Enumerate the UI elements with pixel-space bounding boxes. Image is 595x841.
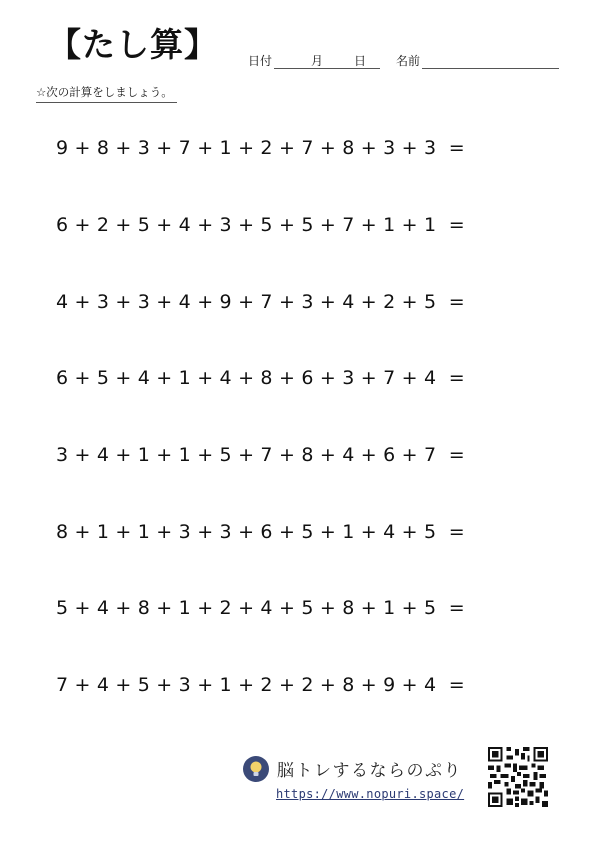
day-label: 日 <box>354 54 367 68</box>
month-label: 月 <box>311 54 324 68</box>
lightbulb-icon <box>243 756 269 782</box>
problem-row: 6 + 5 + 4 + 1 + 4 + 8 + 6 + 3 + 7 + 4 = <box>56 367 465 389</box>
qr-code-icon <box>488 747 548 807</box>
brand-name: 脳トレするならのぷり <box>277 761 462 781</box>
name-label: 名前 <box>396 54 421 68</box>
worksheet-title: 【たし算】 <box>48 25 218 64</box>
problem-row: 3 + 4 + 1 + 1 + 5 + 7 + 8 + 4 + 6 + 7 = <box>56 444 465 466</box>
date-name-fields <box>248 52 563 70</box>
problem-row: 9 + 8 + 3 + 7 + 1 + 2 + 7 + 8 + 3 + 3 = <box>56 137 465 159</box>
brand-footer <box>243 754 488 806</box>
name-underline <box>422 68 559 69</box>
problem-row: 5 + 4 + 8 + 1 + 2 + 4 + 5 + 8 + 1 + 5 = <box>56 597 465 619</box>
problem-row: 7 + 4 + 5 + 3 + 1 + 2 + 2 + 8 + 9 + 4 = <box>56 674 465 696</box>
problem-row: 6 + 2 + 5 + 4 + 3 + 5 + 5 + 7 + 1 + 1 = <box>56 214 465 236</box>
problem-row: 8 + 1 + 1 + 3 + 3 + 6 + 5 + 1 + 4 + 5 = <box>56 521 465 543</box>
problem-row: 4 + 3 + 3 + 4 + 9 + 7 + 3 + 4 + 2 + 5 = <box>56 291 465 313</box>
date-label: 日付 <box>248 54 273 68</box>
instruction-text: ☆次の計算をしましょう。 <box>36 84 177 103</box>
brand-url-link[interactable]: https://www.nopuri.space/ <box>276 787 465 801</box>
